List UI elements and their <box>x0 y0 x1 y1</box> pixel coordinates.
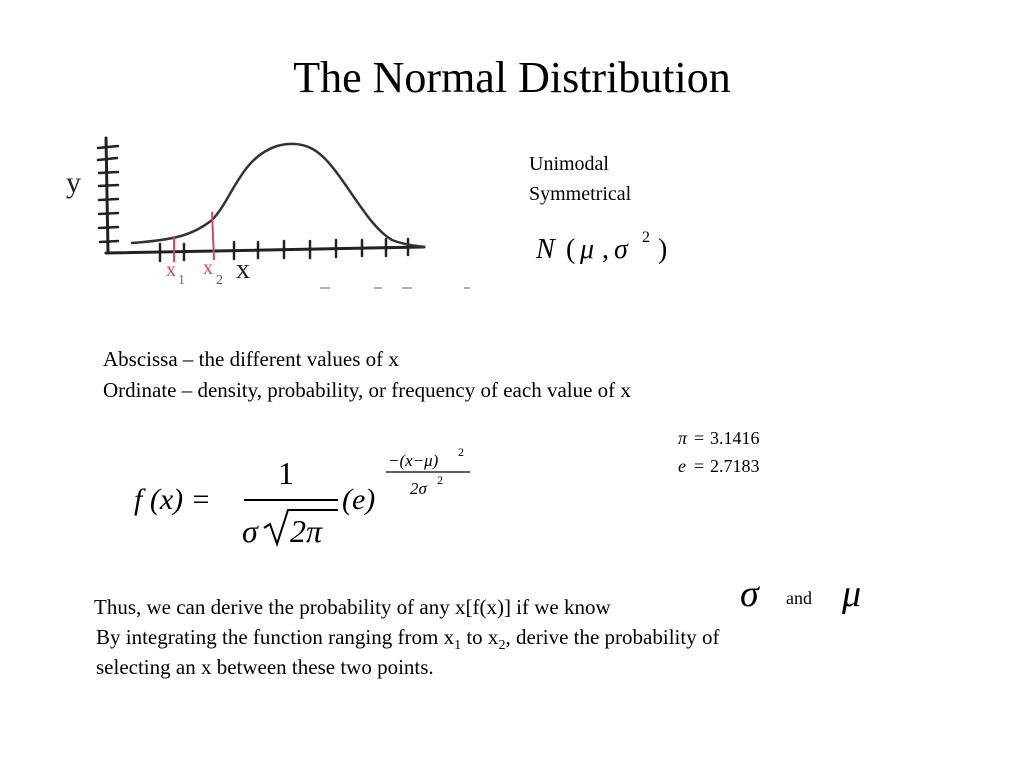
constants-block <box>672 425 802 480</box>
notation-power: 2 <box>642 229 650 246</box>
constant-pi-symbol: π <box>678 428 688 448</box>
formula-exp-numerator-power: 2 <box>458 445 464 459</box>
formula-base: (e) <box>342 483 376 516</box>
sketch-x1-label: x <box>166 259 176 281</box>
constant-e-eq: = <box>694 456 705 476</box>
sketch-x2-subscript: 2 <box>216 273 223 288</box>
bottom-line-3: selecting an x between these two points. <box>96 655 434 679</box>
bottom-line-2-part-b: to x <box>461 625 499 649</box>
definition-abscissa: Abscissa – the different values of x <box>103 347 399 371</box>
bottom-line-2-part-a: By integrating the function ranging from x <box>96 625 455 649</box>
notation-open-paren: ( <box>566 234 576 265</box>
notation-close-paren: ) <box>658 234 668 265</box>
property-unimodal: Unimodal <box>529 153 609 175</box>
notation-mu: μ <box>580 234 595 265</box>
bottom-line-2-part-c: , derive the probability of <box>505 625 720 649</box>
formula-numerator: 1 <box>278 455 294 491</box>
sketch-y-label: y <box>66 166 81 199</box>
density-formula <box>130 432 490 557</box>
notation-N: N <box>536 234 555 265</box>
sketch-x1-subscript: 1 <box>178 273 185 288</box>
formula-exp-denominator: 2σ <box>410 479 427 498</box>
notation-sigma: σ <box>614 234 628 265</box>
y-axis <box>106 138 108 252</box>
bottom-and: and <box>786 588 812 608</box>
formula-denominator-radicand: 2π <box>290 513 323 549</box>
bell-curve <box>132 144 424 247</box>
constant-e-symbol: e <box>678 456 686 476</box>
sketch-x-label: x <box>236 254 250 285</box>
bottom-line-2-sub-2: 2 <box>498 638 506 654</box>
formula-exp-denominator-power: 2 <box>437 473 443 487</box>
x-axis <box>106 247 424 253</box>
constant-e-value: 2.7183 <box>710 456 760 476</box>
bottom-line-1: Thus, we can derive the probability of any x[f(x)] if we know <box>94 595 611 619</box>
bell-curve-sketch <box>62 128 472 293</box>
property-symmetrical: Symmetrical <box>529 183 632 205</box>
formula-exp-numerator: −(x−μ) <box>388 451 439 470</box>
sketch-x2-label: x <box>203 257 213 279</box>
bottom-mu-symbol: μ <box>842 573 862 615</box>
constant-pi-eq: = <box>694 428 705 448</box>
constant-pi-value: 3.1416 <box>710 428 760 448</box>
definition-ordinate: Ordinate – density, probability, or frequency of each value of x <box>103 378 631 402</box>
formula-denominator-sigma: σ <box>242 513 258 549</box>
slide-title: The Normal Distribution <box>293 53 731 102</box>
notation-normal <box>530 222 680 272</box>
bottom-line-2-sub-1: 1 <box>454 638 462 654</box>
bottom-sigma-symbol: σ <box>740 573 759 615</box>
formula-lhs: f (x) = <box>134 483 211 516</box>
notation-comma: , <box>602 234 609 265</box>
